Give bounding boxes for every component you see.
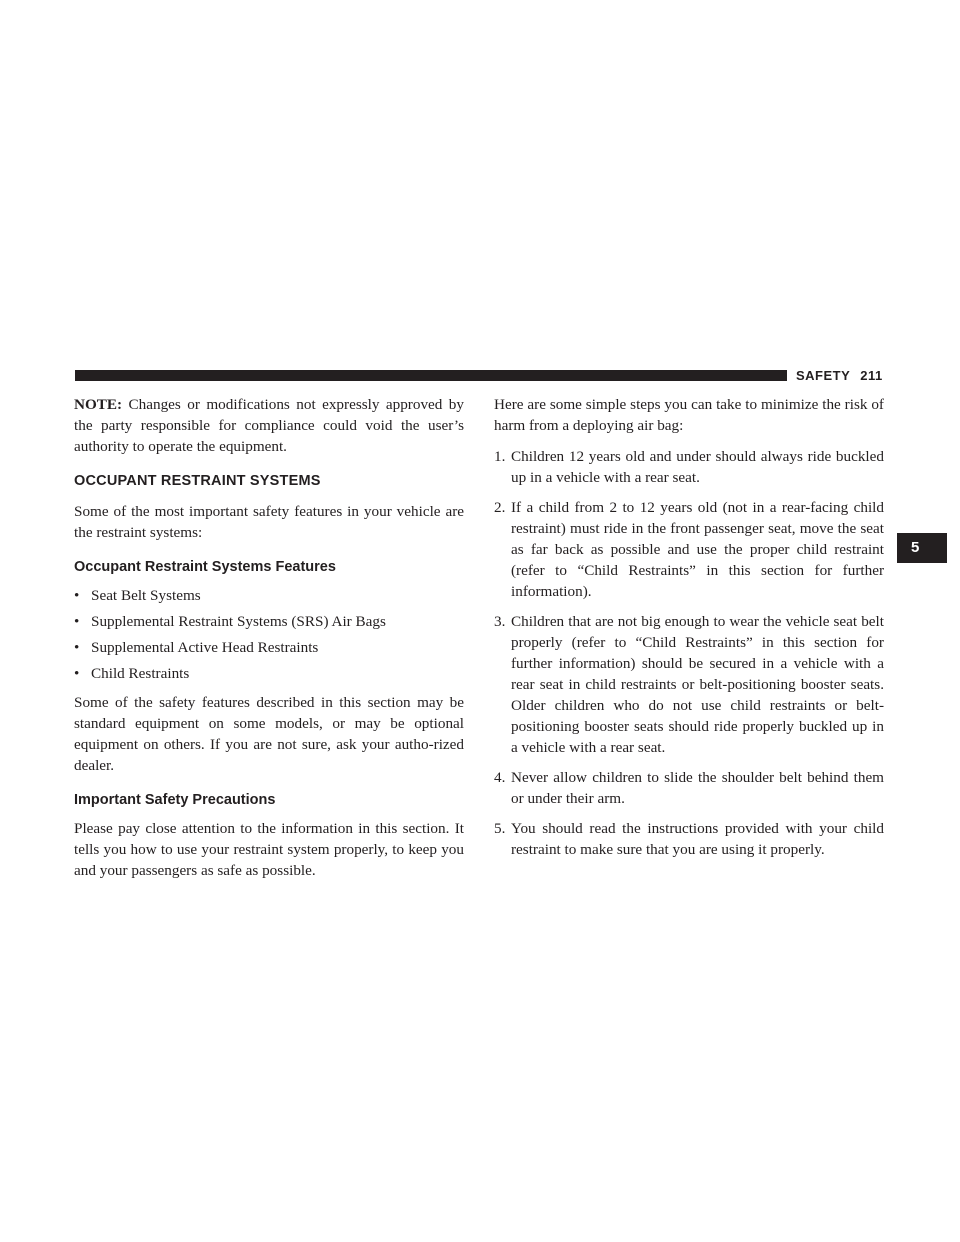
list-item: • Child Restraints <box>74 665 190 682</box>
steps-intro: Here are some simple steps you can take to minimize the risk of harm from a deploying air bag: <box>494 396 884 434</box>
chapter-tab: 5 <box>897 533 947 563</box>
running-header <box>796 366 883 386</box>
list-item: 1. Children 12 years old and under should always ride buckled up in a vehicle with a rear seat. <box>494 448 884 486</box>
list-item: • Seat Belt Systems <box>74 587 201 604</box>
section-title: SAFETY <box>796 368 851 383</box>
restraint-intro: Some of the most important safety features in your vehicle are the restraint systems: <box>74 503 464 541</box>
page-number: 211 <box>860 368 883 383</box>
note-label: NOTE: <box>74 396 123 413</box>
list-item: • Supplemental Active Head Restraints <box>74 639 319 656</box>
note-text: Changes or modifications not expressly approved by the party responsible for compliance could void the user’s authority to operate the equipment. <box>74 396 464 455</box>
list-item: 2. If a child from 2 to 12 years old (not in a rear-facing child restraint) must ride in the front passenger seat, move the seat as far back as possible and use the proper child restraint (refer to “Child Restraints” in this section for further information). <box>494 499 884 600</box>
right-column <box>494 394 884 869</box>
list-item: 5. You should read the instructions provided with your child restraint to make sure that you are using it properly. <box>494 820 884 858</box>
features-list <box>74 585 464 684</box>
list-item: 4. Never allow children to slide the shoulder belt behind them or under their arm. <box>494 769 884 807</box>
heading-features: Occupant Restraint Systems Features <box>74 559 336 575</box>
heading-precautions: Important Safety Precautions <box>74 792 276 808</box>
left-column <box>74 394 464 891</box>
list-item: • Supplemental Restraint Systems (SRS) Air Bags <box>74 613 386 630</box>
note-paragraph <box>74 394 464 457</box>
header-rule <box>75 370 787 381</box>
precautions-text: Please pay close attention to the information in this section. It tells you how to use your restraint system properly, to keep you and your passengers as safe as possible. <box>74 820 464 879</box>
steps-list <box>494 446 884 860</box>
heading-occupant-restraint-systems: OCCUPANT RESTRAINT SYSTEMS <box>74 473 321 489</box>
features-note: Some of the safety features described in this section may be standard equipment on some models, or may be optional equipment on others. If you are not sure, ask your autho-rized dealer. <box>74 694 464 774</box>
list-item: 3. Children that are not big enough to wear the vehicle seat belt properly (refer to “Child Restraints” in this section for further information) should be secured in a vehicle with a rear seat in child restraints or belt-positioning booster seats. Older children who do not use child restraints or belt-positioning booster seats should ride properly buckled up in a vehicle with a rear seat. <box>494 613 884 756</box>
